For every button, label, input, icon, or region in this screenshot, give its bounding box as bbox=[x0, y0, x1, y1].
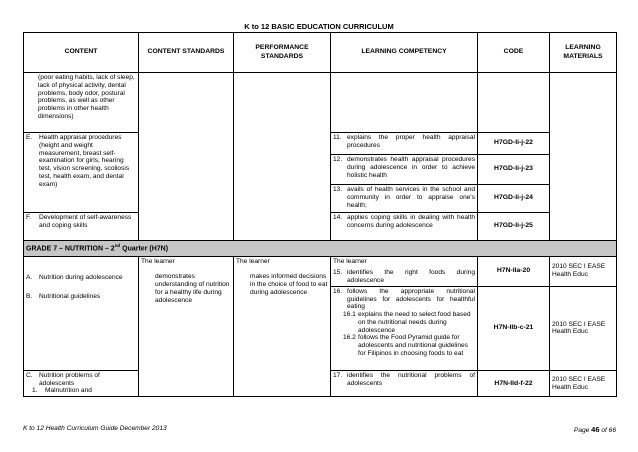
competency-15: The learner 15. identifies the right foods during adolescence bbox=[331, 256, 478, 286]
header-content-standards: CONTENT STANDARDS bbox=[139, 33, 234, 73]
header-content: CONTENT bbox=[24, 33, 139, 73]
table-row bbox=[24, 73, 617, 133]
header-learning-competency: LEARNING COMPETENCY bbox=[331, 33, 478, 73]
content-item-f: F. Development of self-awareness and coping skills bbox=[24, 213, 139, 241]
materials-cell: 2010 SEC I EASE Health Educ bbox=[550, 286, 617, 370]
header-row bbox=[24, 33, 617, 73]
curriculum-table bbox=[23, 32, 617, 397]
page-footer bbox=[23, 425, 616, 432]
code-cell: H7GD-Ii-j-23 bbox=[478, 155, 550, 185]
table-row bbox=[24, 256, 617, 286]
content-item-e: E. Health appraisal procedures (height and weight measurement, breast self-examination for girls, hearing test, vision screening, scoliosis test, health exam, and dental exam) bbox=[24, 133, 139, 213]
competency-13: 13. avails of health services in the school and community in order to appraise one's health; bbox=[331, 185, 478, 213]
content-continuation: (poor eating habits, lack of sleep, lack of physical activity, dental problems, body odor, postural problems, as well as other problems in other health dimensions) bbox=[24, 73, 139, 133]
footer-guide-title: K to 12 Health Curriculum Guide December 2013 bbox=[23, 425, 167, 432]
content-item-c: C. Nutrition problems of adolescents 1. Malnutrition and bbox=[24, 370, 139, 396]
content-standards-cell bbox=[139, 73, 234, 241]
content-nutrition: A. Nutrition during adolescence B. Nutritional guidelines bbox=[24, 256, 139, 370]
materials-cell: 2010 SEC I EASE Health Educ bbox=[550, 370, 617, 396]
competency-17: 17. identifies the nutritional problems of adolescents bbox=[331, 370, 478, 396]
grade-header-row bbox=[24, 241, 617, 257]
competency-11: 11. explains the proper health appraisal procedures bbox=[331, 133, 478, 155]
code-cell: H7N-IIa-20 bbox=[478, 256, 550, 286]
header-code: CODE bbox=[478, 33, 550, 73]
performance-standards-nutrition: The learner makes informed decisions in the choice of food to eat during adolescence bbox=[234, 256, 331, 397]
code-cell: H7N-IIb-c-21 bbox=[478, 286, 550, 370]
header-learning-materials: LEARNING MATERIALS bbox=[550, 33, 617, 73]
grade-section-title: GRADE 7 – NUTRITION – 2nd Quarter (H7N) bbox=[24, 241, 617, 257]
performance-standards-cell bbox=[234, 73, 331, 241]
content-standards-nutrition: The learner demonstrates understanding of nutrition for a healthy life during adolescence bbox=[139, 256, 234, 397]
materials-cell: 2010 SEC I EASE Health Educ bbox=[550, 256, 617, 286]
header-performance-standards: PERFORMANCE STANDARDS bbox=[234, 33, 331, 73]
code-cell: H7GD-Ii-j-25 bbox=[478, 213, 550, 241]
page-number: Page 46 of 66 bbox=[573, 425, 616, 434]
document-title: K to 12 BASIC EDUCATION CURRICULUM bbox=[244, 22, 394, 31]
code-cell: H7GD-Ii-j-24 bbox=[478, 185, 550, 213]
code-cell: H7N-IId-f-22 bbox=[478, 370, 550, 396]
competency-14: 14. applies coping skills in dealing with health concerns during adolescence bbox=[331, 213, 478, 241]
competency-12: 12. demonstrates health appraisal procedures during adolescence in order to achieve holistic health bbox=[331, 155, 478, 185]
competency-16: 16. follows the appropriate nutritional guidelines for adolescents for healthful eating 16.1 explains the need to select food based on the nutritional needs during adolescence 16.2 follows the Food Pyramid guide for adolescents and nutritional guidelines for Filipinos in choosing foods to eat bbox=[331, 286, 478, 370]
code-cell: H7GD-Ii-j-22 bbox=[478, 133, 550, 155]
